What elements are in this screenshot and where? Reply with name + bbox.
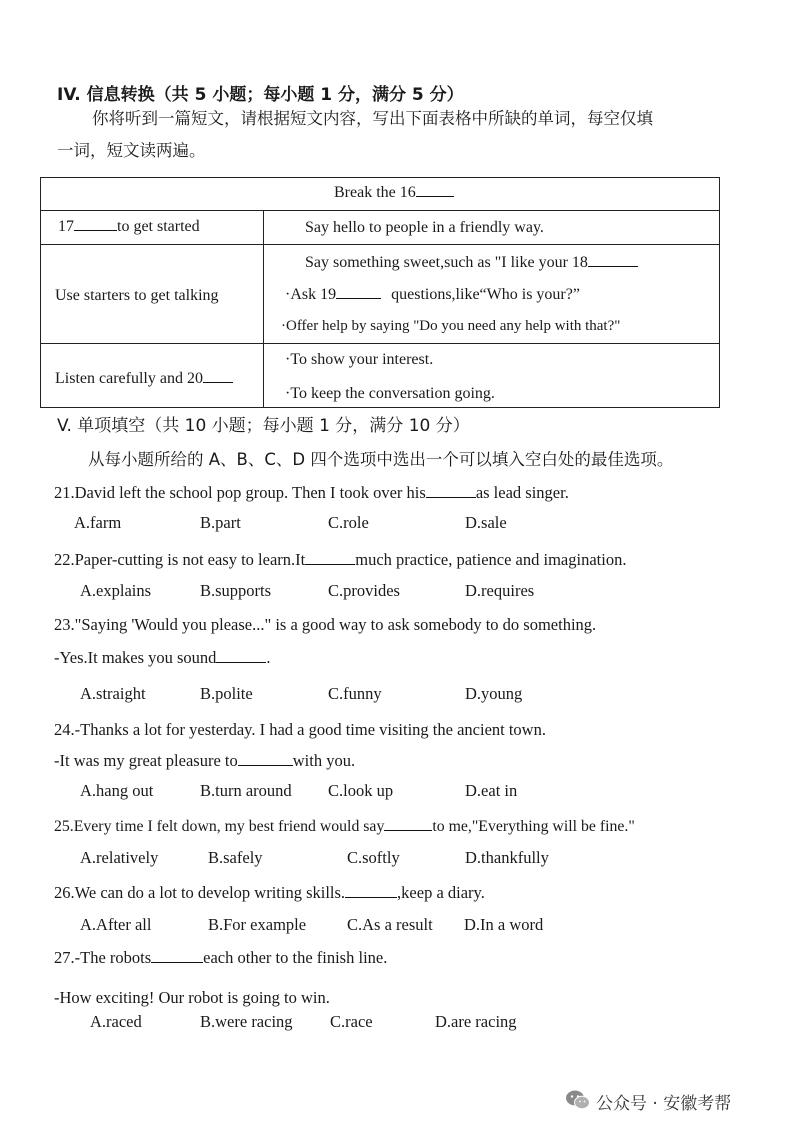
- row1-left-number: 17: [58, 218, 74, 235]
- q26-text-after: ,keep a diary.: [397, 883, 485, 902]
- q23-option-b: B.polite: [200, 684, 253, 703]
- q22-option-a: A.explains: [80, 581, 152, 600]
- q23-text-after: .: [266, 648, 271, 667]
- q25-option-a: A.relatively: [80, 848, 159, 867]
- question-25: [54, 818, 635, 836]
- q24-blank: [238, 764, 293, 766]
- q25-option-b: B.safely: [208, 848, 263, 867]
- q22-option-b: B.supports: [200, 581, 272, 600]
- section-5-title: V. 单项填空（共 10 小题；每小题 1 分，满分 10 分）: [57, 416, 470, 436]
- blank-17: [74, 229, 117, 231]
- q23-option-c: C.funny: [328, 684, 382, 703]
- q26-option-a: A.After all: [80, 915, 152, 934]
- q25-blank: [384, 829, 432, 831]
- q22-option-d: D.requires: [465, 581, 535, 600]
- blank-16: [416, 195, 454, 197]
- section-4-instruction-line2: 一词，短文读两遍。: [57, 141, 206, 160]
- row1-left-text: to get started: [117, 218, 200, 235]
- table-header: [334, 184, 454, 202]
- q21-text-after: as lead singer.: [475, 483, 569, 502]
- section-4-title: IV. 信息转换（共 5 小题；每小题 1 分，满分 5 分）: [57, 85, 464, 105]
- row2-right-line1-text: Say something sweet,such as "I like your 18: [305, 254, 588, 271]
- question-27-line2: -How exciting! Our robot is going to win.: [54, 988, 330, 1007]
- q21-option-a: A.farm: [74, 513, 122, 532]
- q27-text-after: each other to the finish line.: [203, 948, 388, 967]
- row3-left-text: Listen carefully and 20: [55, 370, 203, 387]
- q26-option-d: D.In a word: [464, 915, 544, 934]
- q21-option-d: D.sale: [465, 513, 507, 532]
- row2-right-line2-a: ·Ask 19: [285, 286, 337, 303]
- q25-option-d: D.thankfully: [465, 848, 549, 867]
- question-24-line2: [54, 751, 355, 771]
- q22-text-before: 22.Paper-cutting is not easy to learn.It: [54, 550, 306, 569]
- q21-blank: [426, 496, 476, 498]
- section-5-instruction: 从每小题所给的 A、B、C、D 四个选项中选出一个可以填入空白处的最佳选项。: [88, 450, 674, 469]
- q27-option-b: B.were racing: [200, 1012, 293, 1031]
- question-21: [54, 483, 569, 503]
- row2-right-line1: [305, 254, 638, 272]
- q23-text-before: -Yes.It makes you sound: [54, 648, 217, 667]
- row3-left: [55, 370, 233, 388]
- q27-option-a: A.raced: [90, 1012, 142, 1031]
- q22-blank: [305, 563, 355, 565]
- blank-19: [336, 297, 381, 299]
- row1-right: Say hello to people in a friendly way.: [305, 219, 544, 236]
- watermark-text: 公众号 · 安徽考帮: [596, 1094, 732, 1114]
- row1-left: [58, 218, 200, 236]
- q24-option-b: B.turn around: [200, 781, 292, 800]
- question-23-line1: 23."Saying 'Would you please..." is a good way to ask somebody to do something.: [54, 615, 597, 634]
- q26-blank: [345, 896, 397, 898]
- q27-blank: [151, 961, 203, 963]
- q24-text-after: with you.: [292, 751, 356, 770]
- q22-text-after: much practice, patience and imagination.: [355, 550, 627, 569]
- information-table: [40, 177, 720, 408]
- question-24-line1: 24.-Thanks a lot for yesterday. I had a good time visiting the ancient town.: [54, 720, 546, 739]
- table-header-text: Break the 16: [334, 184, 416, 201]
- q24-option-d: D.eat in: [465, 781, 518, 800]
- q25-option-c: C.softly: [347, 848, 400, 867]
- q24-text-before: -It was my great pleasure to: [54, 751, 238, 770]
- q22-option-c: C.provides: [328, 581, 400, 600]
- question-23-line2: [54, 648, 271, 668]
- q24-option-c: C.look up: [328, 781, 394, 800]
- question-26: [54, 883, 485, 903]
- q23-option-d: D.young: [465, 684, 523, 703]
- wechat-icon: [565, 1089, 591, 1111]
- q25-text-after: to me,"Everything will be fine.": [432, 818, 635, 835]
- row3-right-line1: ·To show your interest.: [285, 351, 434, 368]
- q27-option-d: D.are racing: [435, 1012, 517, 1031]
- q21-text-before: 21.David left the school pop group. Then I took over his: [54, 483, 426, 502]
- q24-option-a: A.hang out: [80, 781, 154, 800]
- q26-text-before: 26.We can do a lot to develop writing skills.: [54, 883, 346, 902]
- row2-left: Use starters to get talking: [55, 287, 219, 304]
- q26-option-c: C.As a result: [347, 915, 433, 934]
- q23-option-a: A.straight: [80, 684, 146, 703]
- question-22: [54, 550, 626, 570]
- q21-option-b: B.part: [200, 513, 241, 532]
- q27-text-before: 27.-The robots: [54, 948, 152, 967]
- row2-right-line3: ·Offer help by saying "Do you need any help with that?": [281, 318, 621, 334]
- q25-text-before: 25.Every time I felt down, my best friend would say: [54, 818, 385, 835]
- blank-18: [588, 265, 638, 267]
- section-4-instruction-line1: 你将听到一篇短文，请根据短文内容，写出下面表格中所缺的单词，每空仅填: [92, 109, 653, 128]
- blank-20: [203, 381, 233, 383]
- q27-option-c: C.race: [330, 1012, 373, 1031]
- q26-option-b: B.For example: [208, 915, 307, 934]
- row2-right-line2: [285, 286, 580, 304]
- q23-blank: [216, 661, 266, 663]
- q21-option-c: C.role: [328, 513, 369, 532]
- row2-right-line2-b: questions,like“Who is your?”: [391, 286, 580, 303]
- question-27-line1: [54, 948, 387, 968]
- row3-right-line2: ·To keep the conversation going.: [285, 385, 495, 402]
